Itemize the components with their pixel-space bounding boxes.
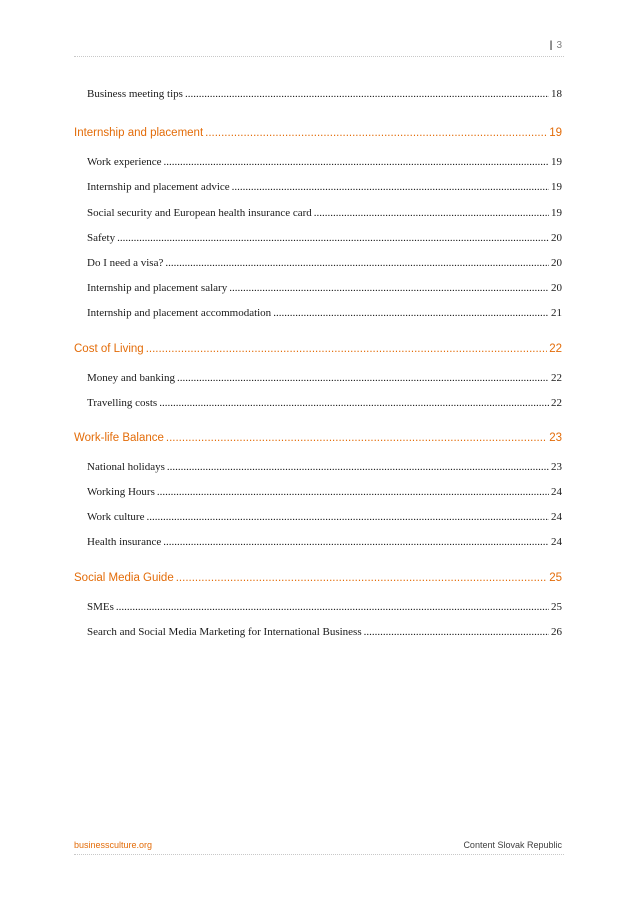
toc-entry[interactable] [74, 175, 562, 200]
page-header [74, 36, 564, 57]
toc-entry-page: 19 [549, 127, 562, 140]
toc-entry-title: Work culture [87, 511, 145, 524]
toc-entry-title: Work experience [87, 156, 162, 169]
toc-entry[interactable] [74, 530, 562, 555]
toc-entry-title: Internship and placement accommodation [87, 307, 272, 320]
toc-entry-page: 19 [551, 181, 562, 194]
footer-website[interactable]: businessculture.org [74, 840, 153, 850]
toc-leader-dots [176, 566, 547, 591]
toc-entry[interactable] [74, 150, 562, 175]
toc-entry[interactable] [74, 301, 562, 326]
toc-leader-dots [205, 121, 547, 146]
toc-entry-title: Travelling costs [87, 396, 158, 409]
footer-document-title: Content Slovak Republic [463, 840, 562, 850]
toc-entry[interactable] [74, 480, 562, 505]
toc-leader-dots [273, 301, 549, 326]
toc-entry-page: 24 [551, 511, 562, 524]
toc-entry[interactable] [74, 620, 562, 645]
toc-entry[interactable] [74, 595, 562, 620]
toc-entry-title: Safety [87, 231, 116, 244]
toc-entry-page: 22 [551, 371, 562, 384]
toc-entry-title: Search and Social Media Marketing for International Business [87, 625, 362, 638]
page-number [550, 40, 562, 51]
toc-entry-title: Social security and European health insurance card [87, 206, 312, 219]
toc-heading[interactable] [74, 426, 562, 451]
toc-entry[interactable] [74, 455, 562, 480]
toc-entry-page: 24 [551, 536, 562, 549]
toc-entry[interactable] [74, 391, 562, 416]
toc-entry-title: National holidays [87, 460, 165, 473]
toc-leader-dots [117, 226, 549, 251]
page-footer [74, 838, 564, 855]
toc-leader-dots [157, 480, 549, 505]
toc-entry-title: Health insurance [87, 536, 162, 549]
toc-entry-page: 20 [551, 256, 562, 269]
toc-leader-dots [146, 337, 548, 362]
toc-leader-dots [314, 201, 549, 226]
toc-entry-title: Working Hours [87, 486, 155, 499]
toc-entry-page: 22 [549, 342, 562, 355]
toc-entry[interactable] [74, 226, 562, 251]
toc-leader-dots [232, 175, 549, 200]
toc-leader-dots [167, 455, 549, 480]
toc-entry-page: 18 [551, 88, 562, 100]
toc-leader-dots [364, 620, 549, 645]
toc-leader-dots [229, 276, 549, 301]
toc-entry-page: 21 [551, 307, 562, 320]
toc-entry-page: 24 [551, 486, 562, 499]
toc-entry-title: Money and banking [87, 371, 175, 384]
toc-entry-page: 25 [549, 571, 562, 584]
toc-entry-title: Cost of Living [74, 342, 144, 355]
toc-leader-dots [177, 366, 549, 391]
toc-entry-page: 22 [551, 396, 562, 409]
page-number-value: 3 [556, 40, 562, 51]
toc-entry-page: 19 [551, 206, 562, 219]
toc-entry-title: Internship and placement salary [87, 282, 228, 295]
toc-entry-title: Work-life Balance [74, 431, 164, 444]
toc-leader-dots [159, 391, 549, 416]
page-number-separator: | [549, 40, 553, 51]
toc-entry-title: Social Media Guide [74, 571, 174, 584]
toc-entry[interactable] [74, 201, 562, 226]
toc-entry-page: 20 [551, 231, 562, 244]
toc-entry-page: 19 [551, 156, 562, 169]
toc-entry[interactable] [74, 276, 562, 301]
toc-entry-title: Business meeting tips [87, 88, 183, 100]
toc-entry[interactable] [74, 366, 562, 391]
toc-entry-title: Do I need a visa? [87, 256, 164, 269]
toc-leader-dots [116, 595, 549, 620]
toc-heading[interactable] [74, 566, 562, 591]
toc-entry-page: 23 [549, 431, 562, 444]
toc-entry-page: 20 [551, 282, 562, 295]
toc-entry-page: 25 [551, 600, 562, 613]
toc-entry-title: SMEs [87, 600, 114, 613]
toc-leader-dots [165, 251, 549, 276]
toc-leader-dots [146, 505, 549, 530]
toc-entry[interactable] [74, 505, 562, 530]
toc-leader-dots [166, 426, 547, 451]
toc-heading[interactable] [74, 337, 562, 362]
toc-leader-dots [185, 82, 549, 107]
toc-heading[interactable] [74, 121, 562, 146]
toc-entry-page: 26 [551, 625, 562, 638]
toc-entry-title: Internship and placement advice [87, 181, 230, 194]
toc-entry-title: Internship and placement [74, 127, 204, 140]
toc-entry-page: 23 [551, 460, 562, 473]
toc-entry[interactable] [74, 251, 562, 276]
table-of-contents [74, 82, 562, 645]
toc-leader-dots [164, 150, 549, 175]
toc-entry[interactable] [74, 82, 562, 107]
toc-leader-dots [163, 530, 549, 555]
